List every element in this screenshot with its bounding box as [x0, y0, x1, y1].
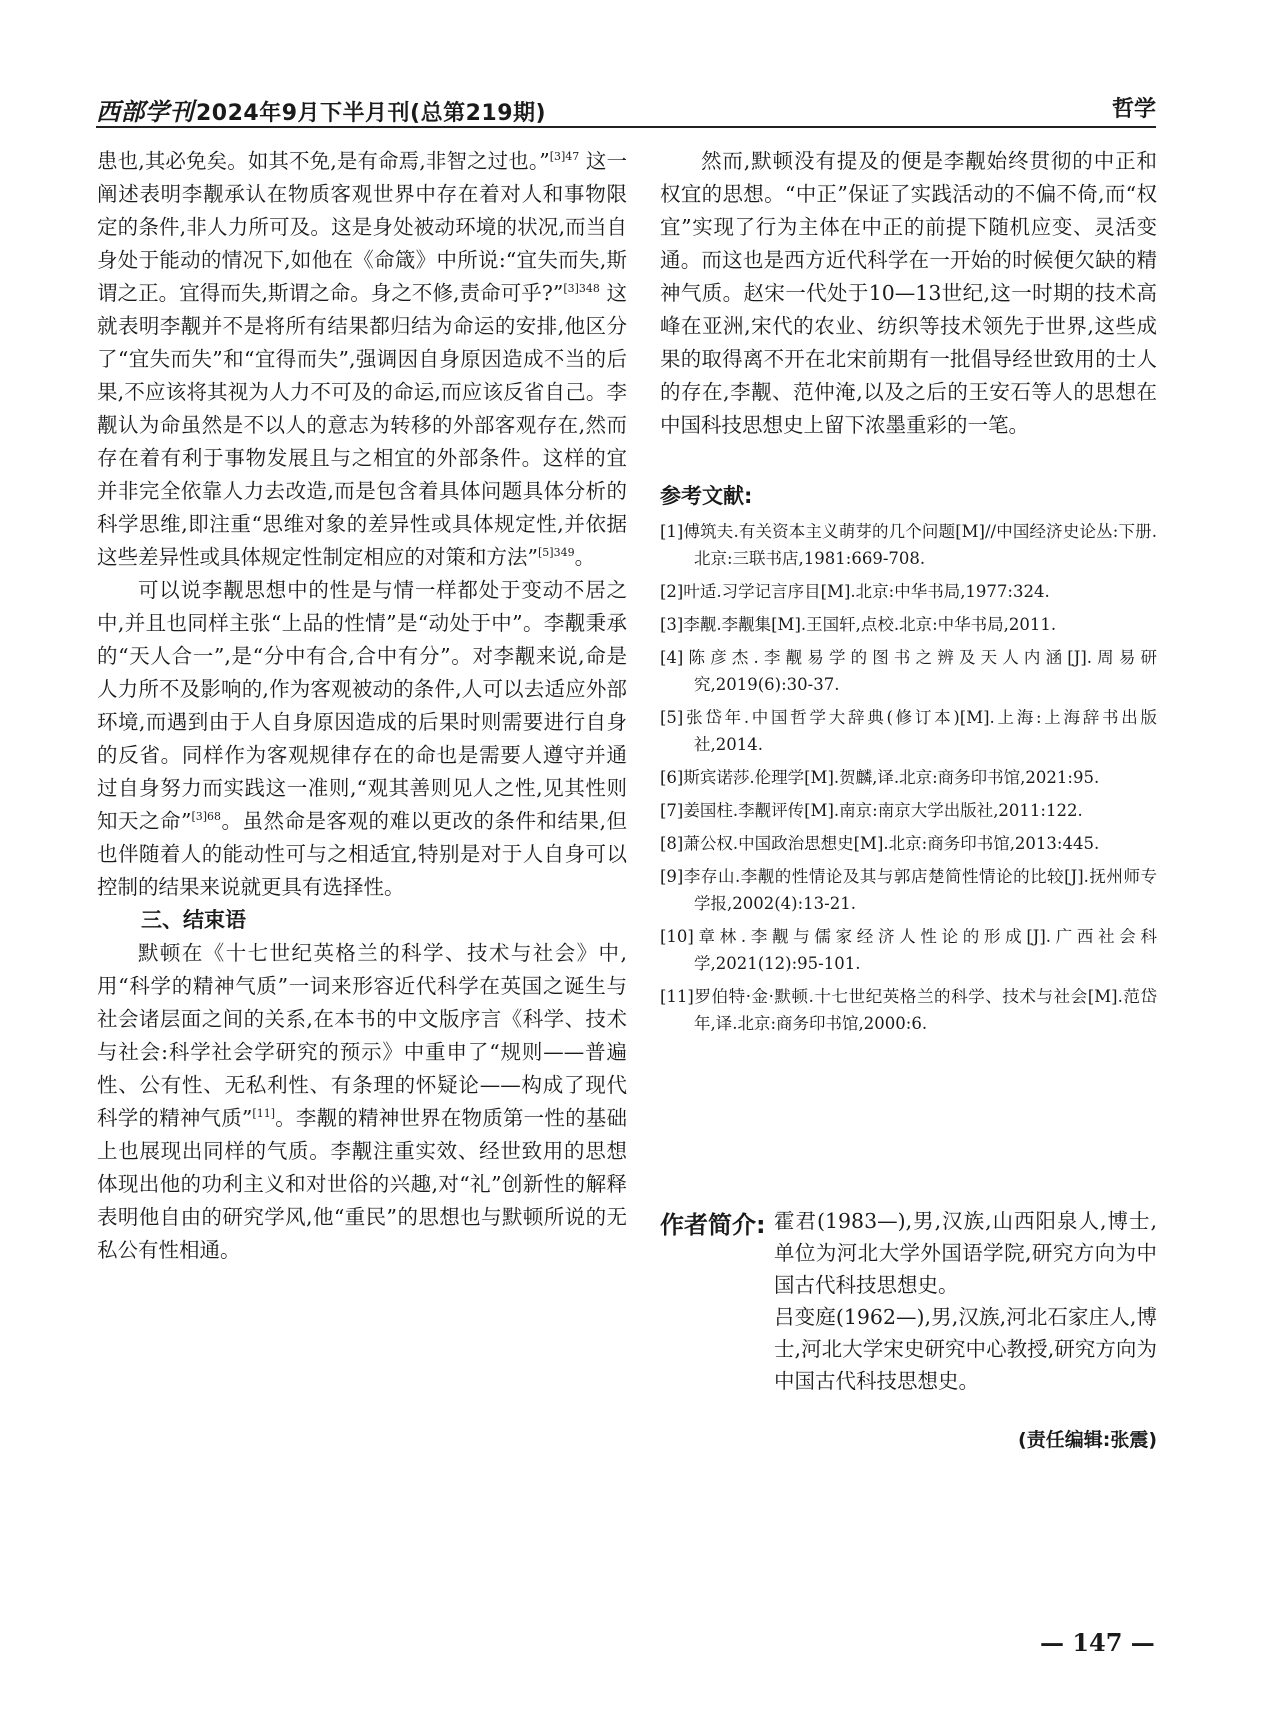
references-title: 参考文献:: [660, 484, 753, 508]
reference-item: [1]傅筑夫.有关资本主义萌芽的几个问题[M]//中国经济史论丛:下册.北京:三联书店,1981:669-708.: [660, 522, 1157, 568]
reference-item: [3]李觏.李觏集[M].王国轩,点校.北京:中华书局,2011.: [660, 615, 1057, 634]
responsible-editor: (责任编辑:张震): [1018, 1429, 1157, 1451]
author-bio: 霍君(1983—),男,汉族,山西阳泉人,博士,单位为河北大学外国语学院,研究方向为中国古代科技思想史。: [774, 1209, 1157, 1297]
journal-title: [96, 92, 546, 127]
text: 这一阐述表明李觏承认在物质客观世界中存在着对人和事物限定的条件,非人力所可及。这是身处被动环境的状况,而当自身处于能动的情况下,如他在《命箴》中所说:“宜失而失,斯谓之正。宜得而失,斯谓之命。身之不修,责命可乎?”: [97, 149, 627, 305]
reference-item: [6]斯宾诺莎.伦理学[M].贺麟,译.北京:商务印书馆,2021:95.: [660, 768, 1100, 787]
reference-item: [2]叶适.习学记言序目[M].北京:中华书局,1977:324.: [660, 582, 1050, 601]
paragraph: [97, 145, 627, 574]
author-intro-text: [774, 1205, 1157, 1397]
paragraph: [97, 574, 627, 904]
author-intro: [660, 1205, 1157, 1451]
citation: [5]349: [537, 546, 575, 560]
reference-item: [11]罗伯特·金·默顿.十七世纪英格兰的科学、技术与社会[M].范岱年,译.北京:商务印书馆,2000:6.: [660, 987, 1157, 1033]
reference-list: [660, 518, 1157, 1037]
citation: [3]348: [563, 282, 600, 296]
citation: [3]68: [191, 810, 222, 824]
issue-info: 2024年9月下半月刊(总第219期): [196, 101, 547, 126]
author-bio: 吕变庭(1962—),男,汉族,河北石家庄人,博士,河北大学宋史研究中心教授,研究方向为中国古代科技思想史。: [774, 1305, 1157, 1393]
text: 。李觏的精神世界在物质第一性的基础上也展现出同样的气质。李觏注重实效、经世致用的思想体现出他的功利主义和对世俗的兴趣,对“礼”创新性的解释表明他自由的研究学风,他“重民”的思想也与默顿所说的无私公有性相通。: [97, 1106, 628, 1262]
reference-item: [9]李存山.李觏的性情论及其与郭店楚简性情论的比较[J].抚州师专学报,2002(4):13-21.: [660, 867, 1157, 913]
author-intro-label: 作者简介:: [660, 1211, 766, 1239]
paragraph: [97, 937, 627, 1267]
paragraph: 然而,默顿没有提及的便是李觏始终贯彻的中正和权宜的思想。“中正”保证了实践活动的不偏不倚,而“权宜”实现了行为主体在中正的前提下随机应变、灵活变通。而这也是西方近代科学在一开始的时候便欠缺的精神气质。赵宋一代处于10—13世纪,这一时期的技术高峰在亚洲,宋代的农业、纺织等技术领先于世界,这些成果的取得离不开在北宋前期有一批倡导经世致用的士人的存在,李觏、范仲淹,以及之后的王安石等人的思想在中国科技思想史上留下浓墨重彩的一笔。: [660, 149, 1157, 437]
section-heading: 三、结束语: [141, 908, 246, 932]
text: 默顿在《十七世纪英格兰的科学、技术与社会》中,用“科学的精神气质”一词来形容近代科学在英国之诞生与社会诸层面之间的关系,在本书的中文版序言《科学、技术与社会:科学社会学研究的预示》中重申了“规则——普遍性、公有性、无私利性、有条理的怀疑论——构成了现代科学的精神气质”: [97, 941, 627, 1130]
page-header: [96, 92, 1156, 128]
reference-item: [4]陈彦杰.李觏易学的图书之辨及天人内涵[J].周易研究,2019(6):30-37.: [660, 648, 1157, 694]
citation: [11]: [252, 1107, 276, 1121]
citation: [3]47: [549, 150, 580, 164]
reference-item: [5]张岱年.中国哲学大辞典(修订本)[M].上海:上海辞书出版社,2014.: [660, 708, 1157, 754]
reference-item: [8]萧公权.中国政治思想史[M].北京:商务印书馆,2013:445.: [660, 834, 1100, 853]
text: 可以说李觏思想中的性是与情一样都处于变动不居之中,并且也同样主张“上品的性情”是“动处于中”。李觏秉承的“天人合一”,是“分中有合,合中有分”。对李觏来说,命是人力所不及影响的,作为客观被动的条件,人可以去适应外部环境,而遇到由于人自身原因造成的后果时则需要进行自身的反省。同样作为客观规律存在的命也是需要人遵守并通过自身努力而实践这一准则,“观其善则见人之性,见其性则知天之命”: [97, 578, 627, 833]
left-column: [97, 145, 627, 1267]
text: 。虽然命是客观的难以更改的条件和结果,但也伴随着人的能动性可与之相适宜,特别是对于人自身可以控制的结果来说就更具有选择性。: [97, 809, 627, 899]
text: 患也,其必免矣。如其不免,是有命焉,非智之过也。”: [97, 149, 550, 173]
reference-item: [7]姜国柱.李觏评传[M].南京:南京大学出版社,2011:122.: [660, 801, 1083, 820]
reference-item: [10]章林.李觏与儒家经济人性论的形成[J].广西社会科学,2021(12):95-101.: [660, 927, 1157, 973]
journal-logo: 西部学刊: [96, 97, 194, 126]
right-column: [660, 145, 1157, 1043]
text: 这就表明李觏并不是将所有结果都归结为命运的安排,他区分了“宜失而失”和“宜得而失”,强调因自身原因造成不当的后果,不应该将其视为人力不可及的命运,而应该反省自己。李觏认为命虽然是不以人的意志为转移的外部客观存在,然而存在着有利于事物发展且与之相宜的外部条件。这样的宜并非完全依靠人力去改造,而是包含着具体问题具体分析的科学思维,即注重“思维对象的差异性或具体规定性,并依据这些差异性或具体规定性制定相应的对策和方法”: [97, 281, 627, 569]
text: 。: [574, 545, 596, 569]
section-tag: 哲学: [1111, 97, 1156, 122]
page-number: — 147 —: [1040, 1628, 1155, 1657]
